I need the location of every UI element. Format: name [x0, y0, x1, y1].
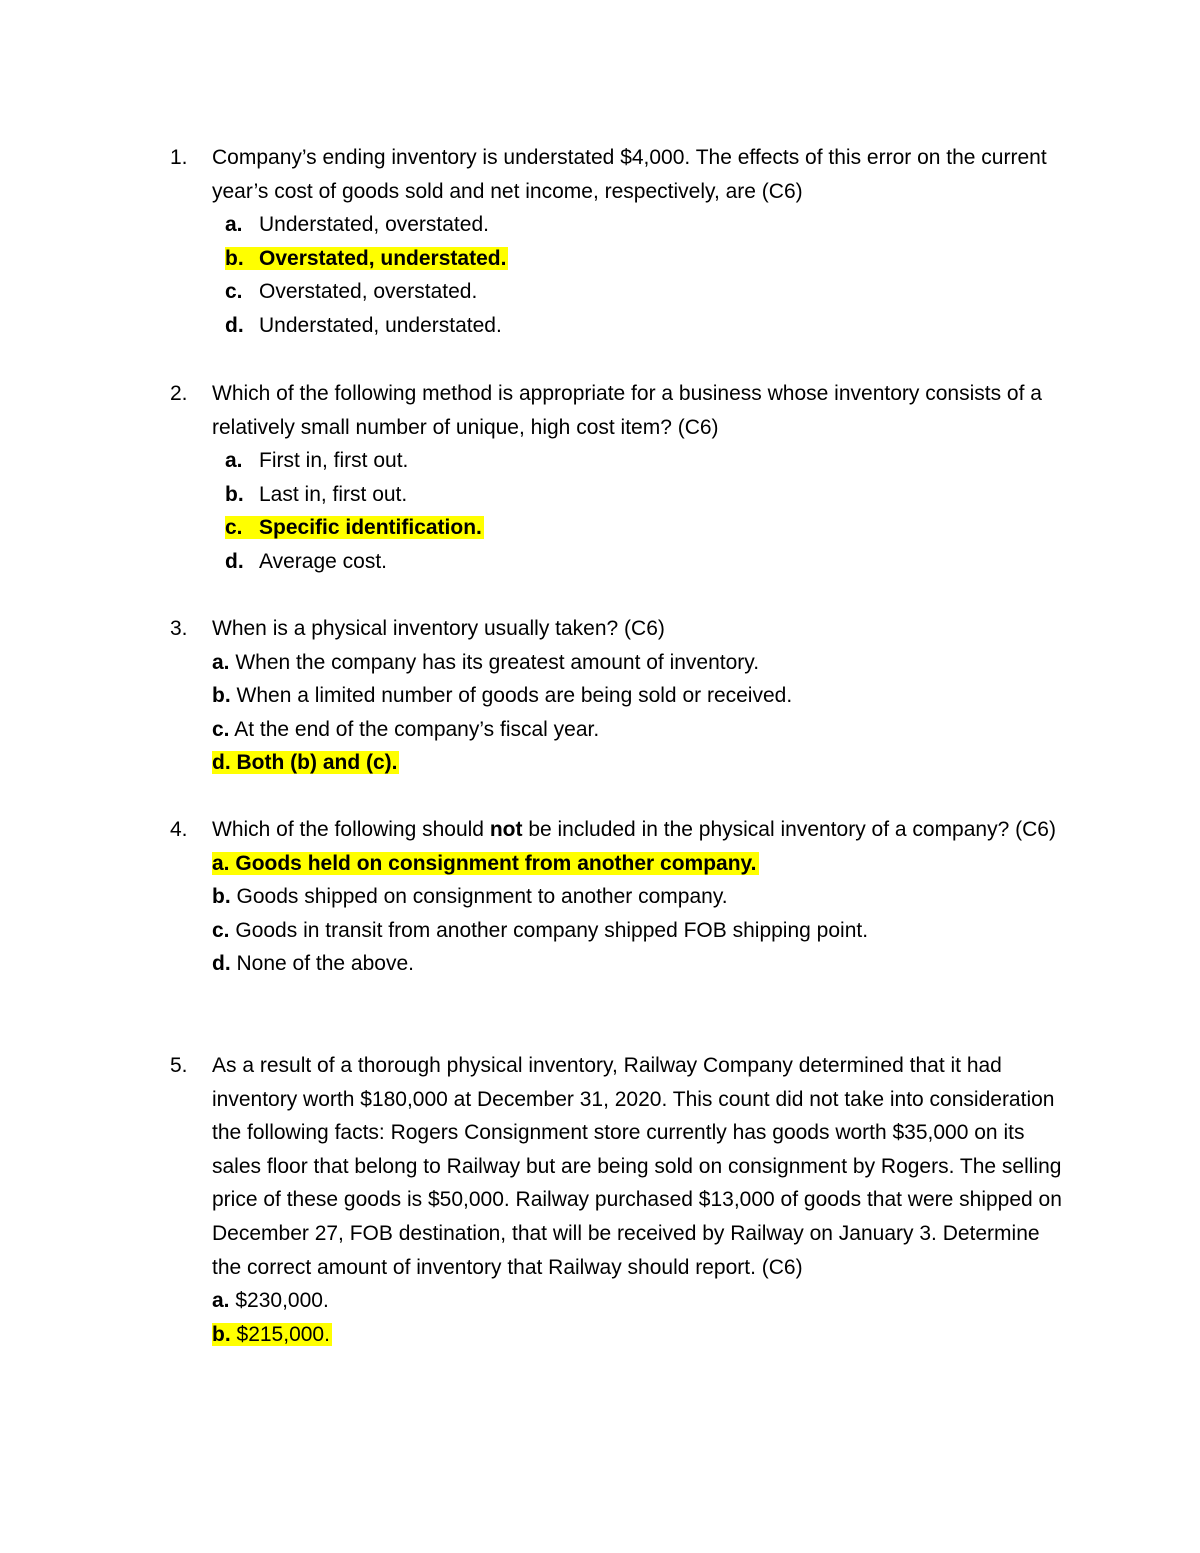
answer-highlight — [212, 751, 399, 774]
option-d-answer — [212, 746, 1070, 780]
option-label: d. — [212, 751, 231, 775]
option-label: a. — [212, 1289, 230, 1313]
option-text: $230,000. — [235, 1289, 329, 1313]
option-b — [212, 880, 1070, 914]
question-text: Company’s ending inventory is understated $4,000. The effects of this error on the current year’s cost of goods sold and net income, respectively, are (C6) — [212, 146, 1047, 203]
option-label: d. — [212, 952, 231, 976]
option-b — [212, 679, 1070, 713]
option-text: $215,000. — [236, 1322, 330, 1346]
option-text: Understated, understated. — [259, 313, 502, 337]
option-text: Both (b) and (c). — [236, 751, 398, 775]
option-text: At the end of the company’s fiscal year. — [234, 717, 600, 741]
option-text: Goods held on consignment from another company. — [235, 851, 757, 875]
answer-highlight — [212, 852, 759, 875]
question-number: 5. — [170, 1054, 188, 1077]
question-text-emphasis: not — [489, 818, 523, 841]
option-text: Overstated, understated. — [259, 246, 507, 270]
option-a — [212, 1284, 1070, 1318]
question-text: As a result of a thorough physical inventory, Railway Company determined that it had inventory worth $180,000 at December 31, 2020. This count did not take into consideration the following facts: Rogers Consignment store currently has goods worth $35,000 on its sales floor that belong to Railway but are being sold on consignment by Rogers. The selling price of these goods is $50,000. Railway purchased $13,000 of goods that were shipped on December 27, FOB destination, that will be received by Railway on January 3. Determine the correct amount of inventory that Railway should report. (C6) — [212, 1054, 1062, 1279]
question-2 — [170, 377, 1070, 579]
option-text: Goods in transit from another company shipped FOB shipping point. — [235, 918, 869, 942]
option-a — [212, 646, 1070, 680]
option-label: a. — [225, 213, 243, 237]
question-number: 4. — [170, 818, 188, 841]
option-b-answer — [225, 242, 1070, 276]
option-d — [212, 947, 1070, 981]
option-label: c. — [212, 918, 230, 942]
option-text: Last in, first out. — [259, 482, 408, 506]
option-label: d. — [225, 313, 244, 337]
option-a-answer — [212, 847, 1070, 881]
question-text — [212, 813, 1070, 847]
option-text: When the company has its greatest amount of inventory. — [235, 650, 760, 674]
option-text: First in, first out. — [259, 449, 409, 473]
option-c-answer — [225, 511, 1070, 545]
question-text-end: be included in the physical inventory of a company? (C6) — [522, 818, 1056, 841]
option-text: Specific identification. — [259, 516, 482, 540]
option-label: a. — [212, 851, 230, 875]
option-c — [212, 914, 1070, 948]
option-label: a. — [225, 449, 243, 473]
option-label: b. — [225, 482, 244, 506]
option-text: Average cost. — [259, 549, 388, 573]
option-label: c. — [225, 280, 243, 304]
answer-highlight — [225, 247, 508, 270]
question-1 — [170, 141, 1070, 343]
option-label: b. — [212, 1322, 231, 1346]
question-3 — [170, 612, 1070, 780]
option-a — [225, 208, 1070, 242]
question-4 — [170, 813, 1070, 981]
question-text: Which of the following method is appropriate for a business whose inventory consists of a relatively small number of unique, high cost item? (C6) — [212, 382, 1042, 439]
option-text: Overstated, overstated. — [259, 280, 478, 304]
option-label: b. — [225, 246, 244, 270]
question-5 — [170, 1049, 1070, 1351]
option-label: a. — [212, 650, 230, 674]
answer-highlight — [225, 516, 484, 539]
option-d — [225, 309, 1070, 343]
option-a — [225, 444, 1070, 478]
option-text: None of the above. — [236, 952, 414, 976]
option-b-answer — [212, 1318, 1070, 1352]
option-label: c. — [225, 516, 243, 540]
option-label: c. — [212, 717, 230, 741]
option-label: b. — [212, 684, 231, 708]
option-b — [225, 478, 1070, 512]
option-d — [225, 545, 1070, 579]
question-text-start: Which of the following should — [212, 818, 490, 841]
answer-highlight — [212, 1323, 332, 1346]
question-text: When is a physical inventory usually taken? (C6) — [212, 617, 665, 640]
question-number: 3. — [170, 617, 188, 640]
option-label: d. — [225, 549, 244, 573]
question-number: 2. — [170, 382, 188, 405]
option-text: When a limited number of goods are being sold or received. — [236, 684, 793, 708]
option-text: Goods shipped on consignment to another company. — [236, 885, 728, 909]
option-c — [212, 713, 1070, 747]
option-c — [225, 275, 1070, 309]
option-text: Understated, overstated. — [259, 213, 489, 237]
question-number: 1. — [170, 146, 188, 169]
option-label: b. — [212, 885, 231, 909]
